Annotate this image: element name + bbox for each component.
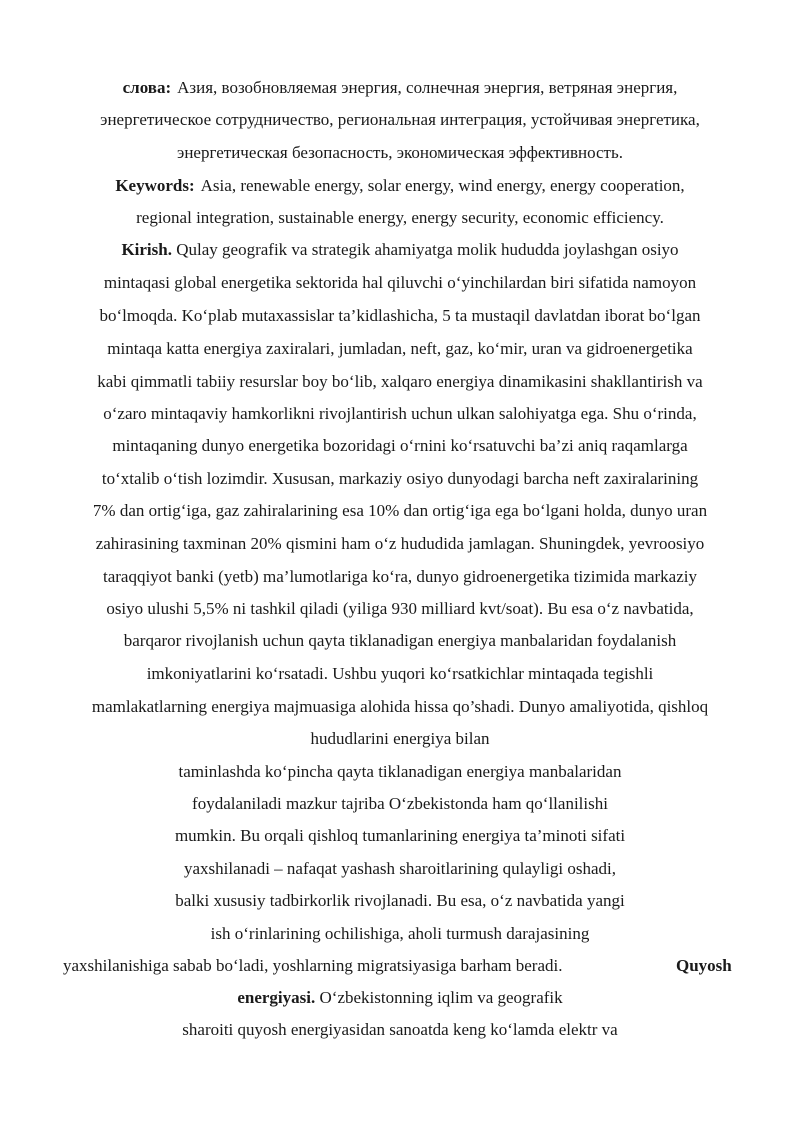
kirish-line-20: yaxshilanadi – nafaqat yashash sharoitlarining qulayligi oshadi, bbox=[184, 859, 616, 878]
kirish-line-11: taraqqiyot banki (yetb) ma’lumotlariga ko‘ra, dunyo gidroenergetika tizimida markaziy bbox=[102, 567, 697, 586]
kirish-line-12: osiyo ulushi 5,5% ni tashkil qiladi (yiliga 930 milliard kvt/soat). Bu esa o‘z navbatida, bbox=[106, 599, 694, 618]
kirish-line-15: mamlakatlarning energiya majmuasiga alohida hissa qo’shadi. Dunyo amaliyotida, qishloq bbox=[91, 697, 709, 716]
keywords-ru-line-1 bbox=[0, 78, 800, 98]
quyosh-label-part1: Quyosh bbox=[676, 956, 732, 975]
kirish-line-9: 7% dan ortig‘iga, gaz zahiralarining esa 10% dan ortig‘iga ega bo‘lgani holda, dunyo uran bbox=[92, 501, 708, 520]
keywords-ru-label: слова: bbox=[122, 78, 172, 97]
kirish-line-3: bo‘lmoqda. Ko‘plab mutaxassislar ta’kidlashicha, 5 ta mustaqil davlatdan iborat bo‘lgan bbox=[99, 306, 701, 325]
kirish-line-13: barqaror rivojlanish uchun qayta tiklanadigan energiya manbalaridan foydalanish bbox=[123, 631, 677, 650]
keywords-ru-line-2: энергетическое сотрудничество, региональная интеграция, устойчивая энергетика, bbox=[100, 110, 700, 129]
kirish-line-18: foydalaniladi mazkur tajriba O‘zbekistonda ham qo‘llanilishi bbox=[192, 794, 608, 813]
kirish-text-1: Qulay geografik va strategik ahamiyatga molik hududda joylashgan osiyo bbox=[176, 240, 679, 259]
quyosh-text-1: O‘zbekistonning iqlim va geografik bbox=[319, 988, 563, 1007]
kirish-line-6: o‘zaro mintaqaviy hamkorlikni rivojlantirish uchun ulkan salohiyatga ega. Shu o‘rinda, bbox=[103, 404, 697, 423]
kirish-line-5: kabi qimmatli tabiiy resurslar boy bo‘lib, xalqaro energiya dinamikasini shakllantirish va bbox=[97, 372, 703, 391]
quyosh-line-2: sharoiti quyosh energiyasidan sanoatda keng ko‘lamda elektr va bbox=[182, 1020, 618, 1039]
kirish-line-23 bbox=[0, 956, 800, 976]
kirish-line-7: mintaqaning dunyo energetika bozoridagi o‘rnini ko‘rsatuvchi ba’zi aniq raqamlarga bbox=[112, 436, 688, 455]
kirish-line-19: mumkin. Bu orqali qishloq tumanlarining energiya ta’minoti sifati bbox=[174, 826, 626, 845]
keywords-ru-line-3: энергетическая безопасность, экономическая эффективность. bbox=[177, 143, 623, 162]
kirish-line-2: mintaqasi global energetika sektorida hal qiluvchi o‘yinchilardan biri sifatida namoyon bbox=[103, 273, 697, 292]
keywords-en-label: Keywords: bbox=[115, 176, 195, 195]
keywords-en-text: Asia, renewable energy, solar energy, wind energy, energy cooperation, bbox=[200, 176, 685, 195]
keywords-en-line-2: regional integration, sustainable energy, energy security, economic efficiency. bbox=[136, 208, 664, 227]
kirish-line-22: ish o‘rinlarining ochilishiga, aholi turmush darajasining bbox=[210, 924, 590, 943]
kirish-line-14: imkoniyatlarini ko‘rsatadi. Ushbu yuqori ko‘rsatkichlar mintaqada tegishli bbox=[146, 664, 654, 683]
kirish-line-8: to‘xtalib o‘tish lozimdir. Xususan, markaziy osiyo dunyodagi barcha neft zaxiralarining bbox=[101, 469, 699, 488]
kirish-line-21: balki xususiy tadbirkorlik rivojlanadi. Bu esa, o‘z navbatida yangi bbox=[175, 891, 625, 910]
quyosh-line-1 bbox=[0, 988, 800, 1008]
kirish-line-4: mintaqa katta energiya zaxiralari, jumladan, neft, gaz, ko‘mir, uran va gidroenergetika bbox=[107, 339, 693, 358]
keywords-ru-text: Азия, возобновляемая энергия, солнечная энергия, ветряная энергия, bbox=[177, 78, 678, 97]
keywords-en-line-1 bbox=[0, 176, 800, 196]
kirish-text-23: yaxshilanishiga sabab bo‘ladi, yoshlarning migratsiyasiga barham beradi. bbox=[63, 956, 563, 975]
kirish-line-17: taminlashda ko‘pincha qayta tiklanadigan energiya manbalaridan bbox=[178, 762, 622, 781]
kirish-line-1 bbox=[0, 240, 800, 260]
kirish-line-10: zahirasining taxminan 20% qismini ham o‘z hududida jamlagan. Shuningdek, yevroosiyo bbox=[95, 534, 705, 553]
quyosh-label-part2: energiyasi. bbox=[237, 988, 316, 1007]
kirish-line-16: hududlarini energiya bilan bbox=[310, 729, 490, 748]
kirish-label: Kirish. bbox=[121, 240, 172, 259]
